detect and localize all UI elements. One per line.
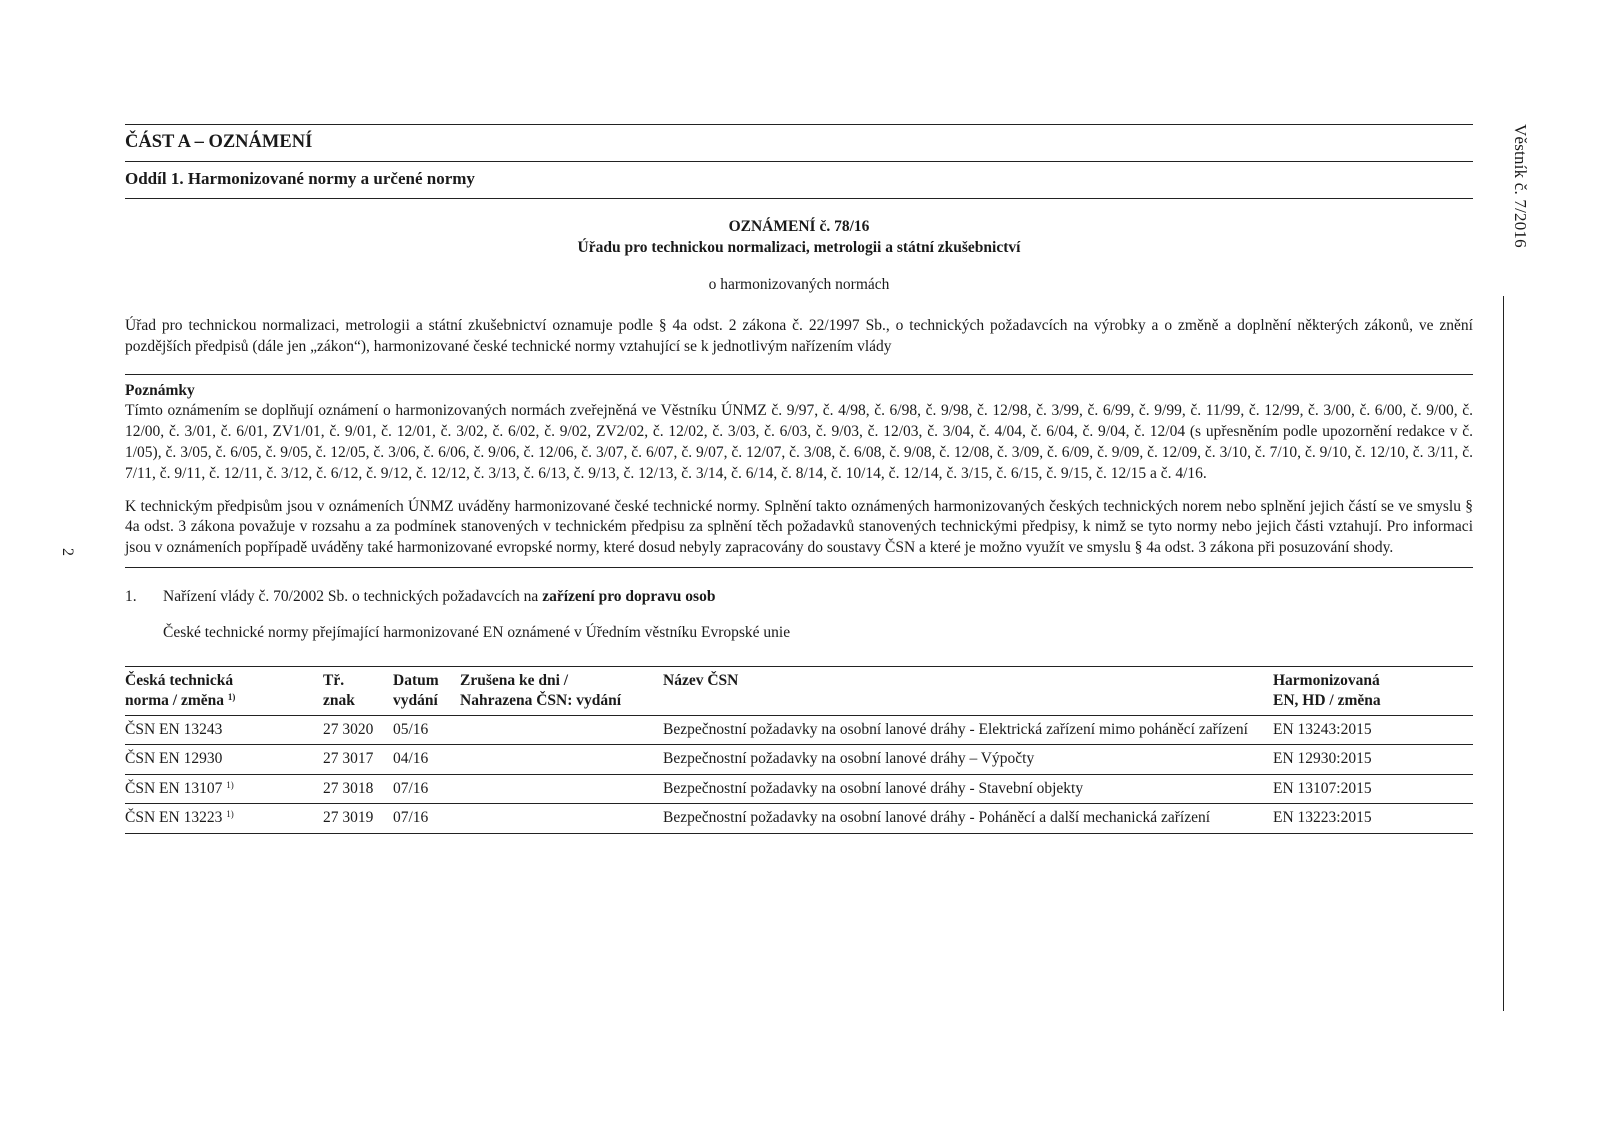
cell-issue-date: 07/16 [393,809,429,827]
table-row [125,715,1473,745]
cell-csn: ČSN EN 13107 $^{1)}$ [125,779,234,797]
journal-issue-label: Věstník č. 7/2016 [1511,124,1530,248]
header-title: Název ČSN [663,671,739,689]
header-harmonized: Harmonizovaná EN, HD / změna [1273,671,1381,710]
cell-title: Bezpečnostní požadavky na osobní lanové dráhy - Poháněcí a další mechanická zařízení [663,809,1211,827]
cell-class-code: 27 3017 [323,750,374,768]
item-title-bold: zařízení pro dopravu osob [542,587,716,605]
cell-csn: ČSN EN 12930 [125,750,223,768]
notice-authority: Úřadu pro technickou normalizaci, metrologii a státní zkušebnictví [577,239,1021,256]
page-number: 2 [59,548,76,556]
table-row [125,745,1473,775]
intro-paragraph: Úřad pro technickou normalizaci, metrologii a státní zkušebnictví oznamuje podle § 4a odst. 2 zákona č. 22/1997 Sb., o technických požadavcích na výrobky a o změně a doplnění některých zákonů, ve znění pozdějších předpisů (dále jen „zákon“), harmonizované české technické normy vztahující se k jednotlivým nařízením vlády [125,317,1473,355]
cell-title: Bezpečnostní požadavky na osobní lanové dráhy – Výpočty [663,750,1035,768]
cell-class-code: 27 3019 [323,809,374,827]
table-row [125,804,1473,834]
cell-class-code: 27 3020 [323,720,374,738]
header-cancelled: Zrušena ke dni / Nahrazena ČSN: vydání [460,671,622,710]
technical-regulations-paragraph: K technickým předpisům jsou v oznámeních ÚNMZ uváděny harmonizované české technické normy. Splnění takto oznámených harmonizovaných českých technických norem nebo splnění jejich částí se ve smyslu § 4a odst. 3 zákona považuje v rozsahu a za podmínek stanovených v technickém předpisu za splnění těch požadavků stanovených technickými předpisy, k nimž se tyto normy nebo jejich části vztahují. Pro informaci jsou v oznámeních popřípadě uváděny také harmonizované evropské normy, které dosud nebyly zapracovány do soustavy ČSN a které je možno využít ve smyslu § 4a odst. 3 zákona při posuzování shody. [125,497,1473,557]
notes-text: Tímto oznámením se doplňují oznámení o harmonizovaných normách zveřejněná ve Věstníku ÚNMZ č. 9/97, č. 4/98, č. 6/98, č. 9/98, č. 12/98, č. 3/99, č. 6/99, č. 9/99, č. 11/99, č. 12/99, č. 3/00, č. 6/00, č. 9/00, č. 12/00, č. 3/01, č. 6/01, ZV1/01, č. 9/01, č. 12/01, č. 3/02, č. 6/02, č. 9/02, ZV2/02, č. 12/02, č. 3/03, č. 6/03, č. 9/03, č. 12/03, č. 3/04, č. 4/04, č. 6/04, č. 9/04, č. 12/04 (s upřesněním podle upozornění redakce v č. 1/05), č. 3/05, č. 6/05, č. 9/05, č. 12/05, č. 3/06, č. 6/06, č. 9/06, č. 12/06, č. 3/07, č. 6/07, č. 9/07, č. 12/07, č. 3/08, č. 6/08, č. 9/08, č. 12/08, č. 3/09, č. 6/09, č. 9/09, č. 12/09, č. 3/10, č. 7/10, č. 9/10, č. 12/10, č. 3/11, č. 7/11, č. 9/11, č. 12/11, č. 3/12, č. 6/12, č. 9/12, č. 12/12, č. 3/13, č. 6/13, č. 9/13, č. 12/13, č. 3/14, č. 6/14, č. 8/14, č. 10/14, č. 12/14, č. 3/15, č. 6/15, č. 9/15, č. 12/15 a č. 4/16. [125,402,1473,482]
item-title-plain: Nařízení vlády č. 70/2002 Sb. o technických požadavcích na [163,587,543,605]
notice-number: OZNÁMENÍ č. 78/16 [728,218,870,235]
cell-harmonized: EN 12930:2015 [1273,750,1372,768]
cell-class-code: 27 3018 [323,779,374,797]
part-title: ČÁST A – OZNÁMENÍ [125,132,313,152]
paragraph-rule [125,567,1473,568]
side-divider [1503,296,1504,1011]
cell-title: Bezpečnostní požadavky na osobní lanové dráhy - Elektrická zařízení mimo poháněcí zařízení [663,720,1248,738]
cell-issue-date: 04/16 [393,750,429,768]
header-class-code: Tř. znak [323,671,355,710]
document-body [125,124,1473,834]
cell-csn: ČSN EN 13243 [125,720,223,738]
cell-issue-date: 07/16 [393,779,429,797]
section-rule [125,198,1473,199]
notes-title: Poznámky [125,381,195,399]
item-title [163,588,715,606]
cell-cancelled [460,804,663,834]
header-issue-date: Datum vydání [393,671,439,710]
header-csn: Česká technická norma / změna $^{1)}$ [125,671,236,710]
cell-issue-date: 05/16 [393,720,429,738]
standards-table [125,666,1473,834]
regulation-item [125,588,1473,606]
notice-header [125,216,1473,258]
cell-harmonized: EN 13243:2015 [1273,720,1372,738]
cell-harmonized: EN 13223:2015 [1273,809,1372,827]
table-header-row [125,666,1473,715]
cell-harmonized: EN 13107:2015 [1273,779,1372,797]
section-title: Oddíl 1. Harmonizované normy a určené normy [125,169,475,188]
table-row [125,774,1473,804]
cell-csn: ČSN EN 13223 $^{1)}$ [125,809,234,827]
cell-title: Bezpečnostní požadavky na osobní lanové dráhy - Stavební objekty [663,779,1084,797]
cell-cancelled [460,715,663,745]
item-number: 1. [125,587,137,605]
cell-cancelled [460,774,663,804]
standards-subheading: České technické normy přejímající harmonizované EN oznámené v Úředním věstníku Evropské unie [163,623,791,641]
cell-cancelled [460,745,663,775]
notice-subject: o harmonizovaných normách [708,276,890,293]
notes-block [125,375,1473,485]
